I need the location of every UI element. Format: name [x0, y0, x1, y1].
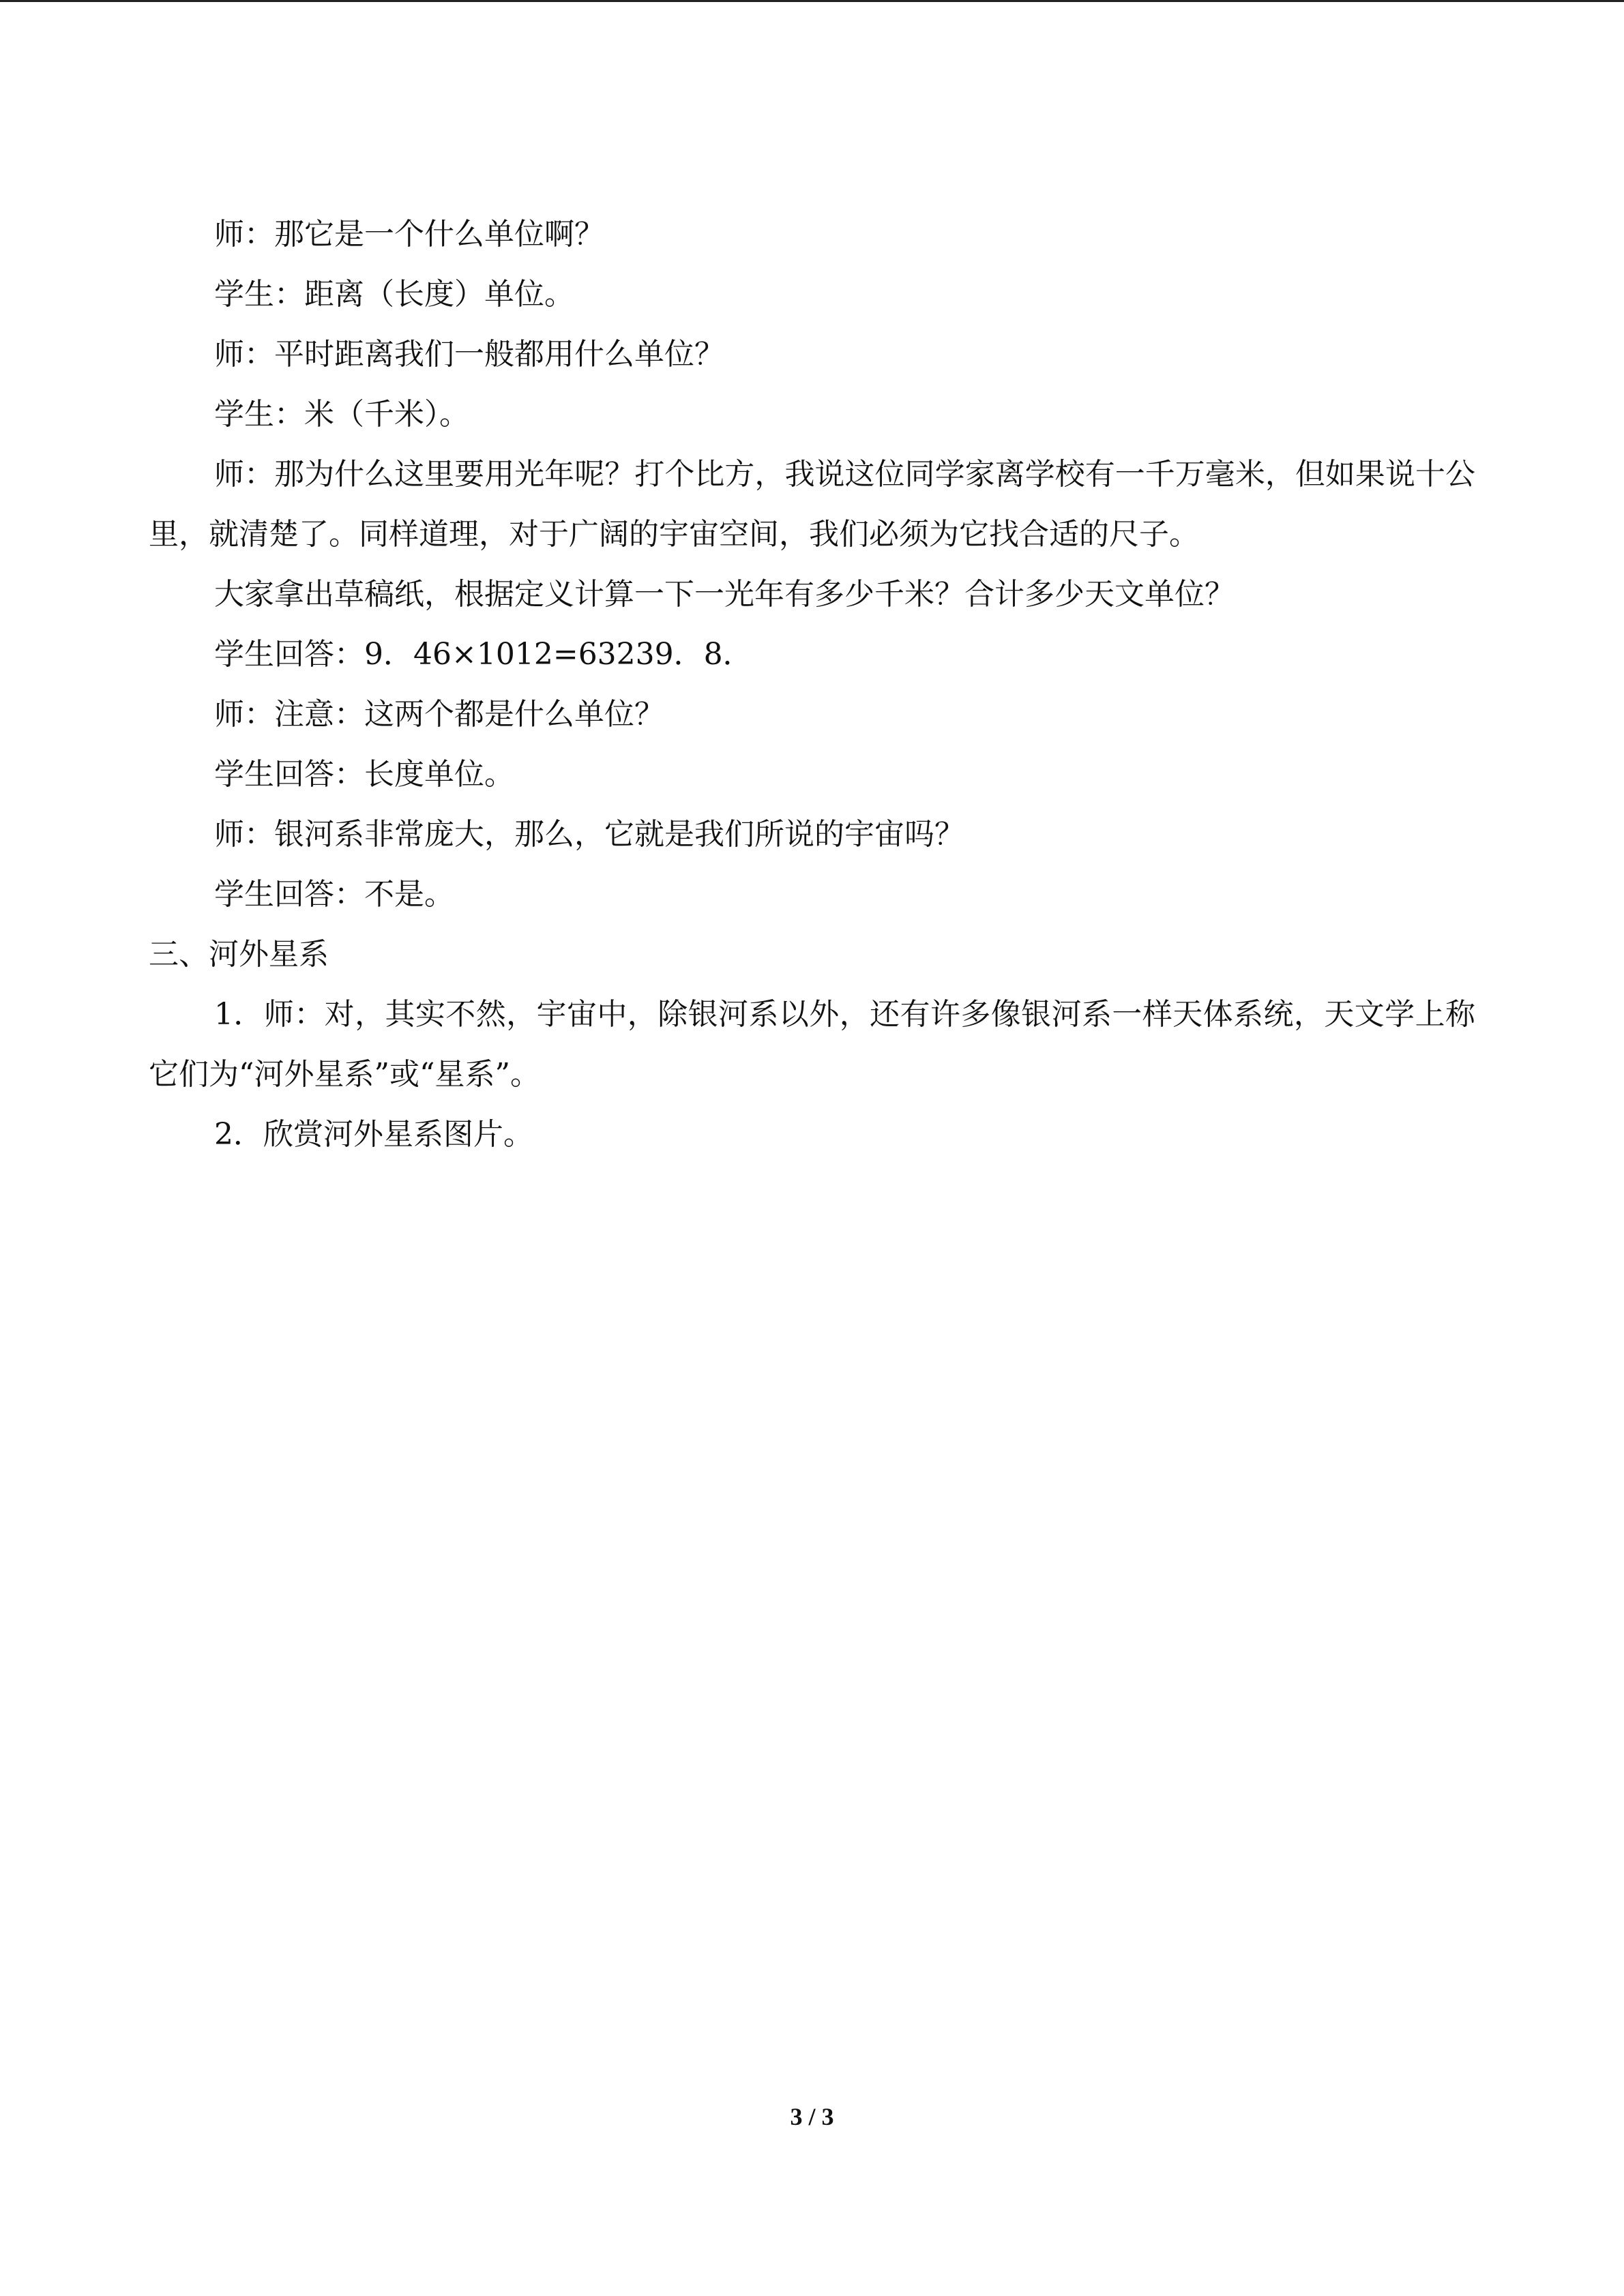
- paragraph-student-answer-length: 学生回答：长度单位。: [214, 757, 514, 792]
- paragraph-item-1-galaxies: 1．师：对，其实不然，宇宙中，除银河系以外，还有许多像银河系一样天体系统，天文学上称它们为“河外星系”或“星系”。: [149, 997, 1475, 1092]
- paragraph-student-answer-no: 学生回答：不是。: [214, 877, 454, 912]
- section-heading-galaxies: 三、河外星系: [149, 937, 329, 972]
- paragraph-calculation-task: 大家拿出草稿纸，根据定义计算一下一光年有多少千米？合计多少天文单位？: [214, 577, 1235, 612]
- paragraph-student-distance-unit: 学生：距离（长度）单位。: [214, 277, 574, 312]
- paragraph-teacher-common-unit: 师：平时距离我们一般都用什么单位？: [214, 337, 724, 372]
- document-body: [149, 205, 1475, 1165]
- paragraph-student-meter: 学生：米（千米）。: [214, 397, 469, 432]
- page-number: 3 / 3: [790, 2103, 834, 2130]
- paragraph-teacher-unit-question: 师：那它是一个什么单位啊？: [214, 217, 604, 252]
- paragraph-teacher-note-units: 师：注意：这两个都是什么单位？: [214, 697, 664, 732]
- top-border-line: [0, 0, 1624, 2]
- paragraph-teacher-why-lightyear: 师：那为什么这里要用光年呢？打个比方，我说这位同学家离学校有一千万毫米，但如果说十公里，就清楚了。同样道理，对于广阔的宇宙空间，我们必须为它找合适的尺子。: [149, 457, 1475, 552]
- paragraph-teacher-milky-way: 师：银河系非常庞大，那么，它就是我们所说的宇宙吗？: [214, 817, 964, 852]
- paragraph-item-2-pictures: 2．欣赏河外星系图片。: [214, 1117, 533, 1152]
- paragraph-student-answer-calculation: 学生回答：9．46×1012=63239．8．: [214, 637, 753, 672]
